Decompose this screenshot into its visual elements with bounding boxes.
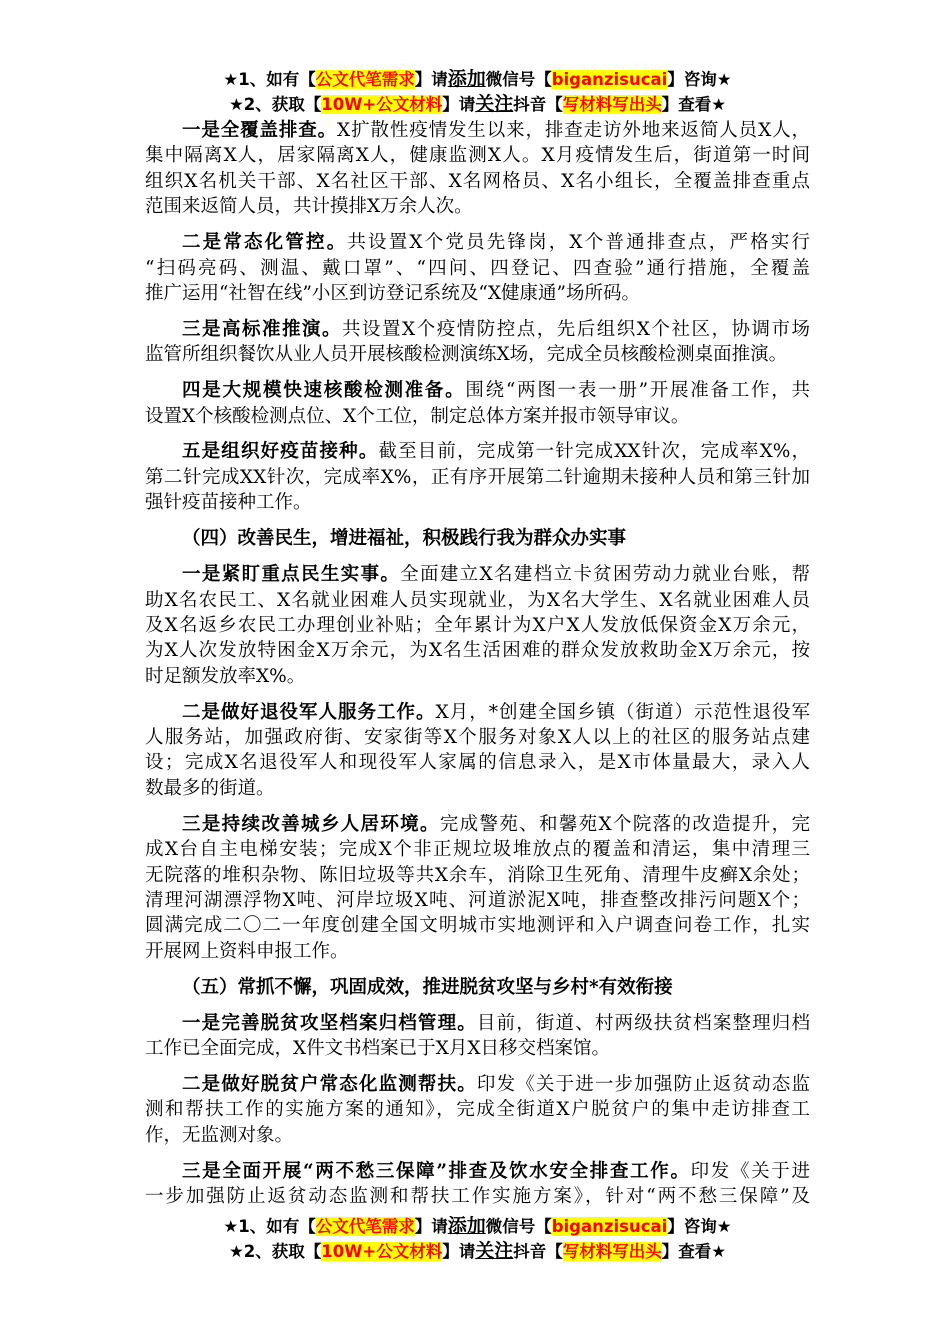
- item-lead: 三是全面开展“两不愁三保障”排查及饮水安全排查工作。: [182, 1160, 691, 1182]
- text-line: [145, 1159, 810, 1184]
- item-high-standard-drill: [145, 317, 810, 368]
- text-line: [145, 230, 810, 255]
- item-lead: 五是组织好疫苗接种。: [182, 441, 379, 463]
- promo-text: 】查看★: [661, 1242, 727, 1261]
- text-line: [145, 812, 810, 837]
- item-lead: 一是全覆盖排查。: [182, 120, 338, 141]
- item-two-worries-three-guarantees: [145, 1159, 810, 1210]
- item-lead: 二是做好退役军人服务工作。: [182, 701, 436, 723]
- item-text: X月，*创建全国乡镇（街道）示范性退役军: [435, 701, 810, 723]
- item-text: 完成警苑、和馨苑X个院落的改造提升，完: [439, 813, 810, 835]
- item-lead: 一是完善脱贫攻坚档案归档管理。: [182, 1012, 477, 1034]
- promo-text: 微信号【: [485, 70, 552, 89]
- promo-text: 抖音【: [513, 1242, 563, 1261]
- text-line: 开展网上资料申报工作。: [145, 940, 349, 962]
- wechat-id-highlight: biganzisucai: [551, 70, 668, 89]
- item-text: 印发《关于进一步加强防止返贫动态监: [476, 1073, 810, 1095]
- item-veterans-service: [145, 700, 810, 802]
- text-line: 集中隔离X人，居家隔离X人，健康监测X人。X月疫情发生后，街道第一时间: [145, 145, 810, 167]
- text-line: [145, 378, 810, 403]
- promo-line-2: [145, 92, 810, 117]
- text-line: 强针疫苗接种工作。: [145, 492, 312, 514]
- text-line: 时足额发放率X%。: [145, 665, 306, 687]
- text-line: 作，无监测对象。: [145, 1124, 294, 1146]
- promo-text: 】请: [442, 1242, 476, 1261]
- promo-text: ★2、获取【: [228, 1242, 322, 1261]
- item-text: 共设置X个党员先锋岗，X个普通排查点，严格实行: [347, 232, 810, 254]
- text-line: 助X名农民工、X名就业困难人员实现就业，为X名大学生、X名就业困难人员: [145, 589, 810, 611]
- ghostwriting-service-highlight: 公文代笔需求: [315, 1217, 415, 1236]
- text-line: 人服务站，加强政府街、安家街等X个服务对象X人以上的社区的服务站点建: [145, 727, 810, 749]
- promo-text: 】请: [442, 95, 476, 114]
- add-emphasis: 添加: [447, 1215, 486, 1237]
- promo-text: ★2、获取【: [228, 95, 322, 114]
- text-line: 监管所组织餐饮从业人员开展核酸检测演练X场，完成全员核酸检测桌面推演。: [145, 344, 788, 366]
- text-line: [145, 118, 810, 143]
- item-lead: 一是紧盯重点民生实事。: [182, 564, 401, 586]
- item-key-livelihood-projects: [145, 562, 810, 689]
- douyin-account-highlight: 写材料写出头: [562, 95, 662, 114]
- promo-line-2: [145, 1239, 810, 1264]
- douyin-account-highlight: 写材料写出头: [562, 1242, 662, 1261]
- promo-text: 】咨询★: [667, 1217, 732, 1236]
- text-line: 数最多的街道。: [145, 777, 275, 799]
- add-emphasis: 添加: [447, 68, 486, 90]
- promo-text: ★1、如有【: [223, 1217, 316, 1236]
- item-normalized-control: [145, 230, 810, 306]
- text-line: 推广运用“社智在线”小区到访登记系统及“X健康通”场所码。: [145, 282, 641, 304]
- promo-text: 】查看★: [661, 95, 727, 114]
- item-full-coverage-screening: [145, 118, 810, 220]
- page-header-promo: [145, 67, 810, 117]
- text-line: 范围来返简人员，共计摸排X万余人次。: [145, 196, 473, 218]
- item-lead: 二是做好脱贫户常态化监测帮扶。: [182, 1073, 477, 1095]
- text-line: 及X名返乡农民工办理创业补贴；全年累计为X户X人发放低保资金X万余元，: [145, 614, 810, 636]
- text-line: 圆满完成二〇二一年度创建全国文明城市实地测评和入户调查问卷工作，扎实: [145, 915, 810, 937]
- text-line: [145, 1011, 810, 1036]
- item-living-environment: [145, 812, 810, 964]
- text-line: 第二针完成XX针次，完成率X%，正有序开展第二针逾期未接种人员和第三针加: [145, 466, 810, 488]
- text-line: [145, 562, 810, 587]
- text-line: 工作已全面完成，X件文书档案已于X月X日移交档案馆。: [145, 1038, 611, 1059]
- promo-text: 】咨询★: [667, 70, 732, 89]
- promo-text: ★1、如有【: [223, 70, 316, 89]
- document-body: [145, 118, 810, 1220]
- promo-line-1: [145, 1214, 810, 1239]
- text-line: 测和帮扶工作的实施方案的通知》，完成全街道X户脱贫户的集中走访排查工: [145, 1099, 810, 1121]
- item-archive-management: [145, 1011, 810, 1062]
- follow-emphasis: 关注: [475, 93, 514, 115]
- item-text: 围绕“两图一表一册”开展准备工作，共: [465, 380, 810, 402]
- text-line: [145, 1072, 810, 1097]
- item-vaccination: [145, 439, 810, 515]
- item-text: 截至目前，完成第一针完成XX针次，完成率X%，: [378, 441, 810, 463]
- item-lead: 三是持续改善城乡人居环境。: [182, 813, 440, 835]
- promo-text: 抖音【: [513, 95, 563, 114]
- item-lead: 三是高标准推演。: [182, 318, 343, 340]
- item-lead: 四是大规模快速核酸检测准备。: [182, 380, 466, 402]
- text-line: [145, 439, 810, 464]
- item-text: 印发《关于进: [690, 1160, 810, 1182]
- page-footer-promo: [145, 1214, 810, 1264]
- promo-text: 微信号【: [485, 1217, 552, 1236]
- follow-emphasis: 关注: [475, 1240, 514, 1262]
- item-lead: 二是常态化管控。: [182, 232, 348, 254]
- section-heading-livelihood: （四）改善民生，增进福祉，积极践行我为群众办实事: [182, 528, 627, 550]
- text-line: 成X台自主电梯安装；完成X个非正规垃圾堆放点的覆盖和清运，集中清理三: [145, 839, 810, 861]
- wechat-id-highlight: biganzisucai: [551, 1217, 668, 1236]
- item-text: 目前，街道、村两级扶贫档案整理归档: [476, 1012, 810, 1034]
- text-line: 无院落的堆积杂物、陈旧垃圾等共X余车，消除卫生死角、清理牛皮癣X余处；: [145, 864, 810, 886]
- section-heading-poverty-alleviation: （五）常抓不懈，巩固成效，推进脱贫攻坚与乡村*有效衔接: [182, 976, 673, 998]
- text-line: [145, 700, 810, 725]
- text-line: 为X人次发放特困金X万余元，为X名生活困难的群众发放救助金X万余元，按: [145, 640, 810, 662]
- promo-text: 】请: [414, 70, 448, 89]
- promo-text: 】请: [414, 1217, 448, 1236]
- item-text: 共设置X个疫情防控点，先后组织X个社区，协调市场: [342, 318, 810, 340]
- text-line: 设；完成X名退役军人和现役军人家属的信息录入，是X市体量最大，录入人: [145, 752, 810, 774]
- materials-offer-highlight: 10W+公文材料: [321, 1242, 443, 1261]
- text-line: [145, 317, 810, 342]
- text-line: “扫码亮码、测温、戴口罩”、“四问、四登记、四查验”通行措施，全覆盖: [145, 257, 810, 279]
- item-monitoring-assistance: [145, 1072, 810, 1148]
- materials-offer-highlight: 10W+公文材料: [321, 95, 443, 114]
- text-line: 组织X名机关干部、X名社区干部、X名网格员、X名小组长，全覆盖排查重点: [145, 170, 810, 192]
- item-text: 全面建立X名建档立卡贫困劳动力就业台账，帮: [400, 564, 810, 586]
- ghostwriting-service-highlight: 公文代笔需求: [315, 70, 415, 89]
- text-line: 设置X个核酸检测点位、X个工位，制定总体方案并报市领导审议。: [145, 405, 690, 427]
- text-line: 清理河湖漂浮物X吨、河岸垃圾X吨、河道淤泥X吨，排查整改排污问题X个；: [145, 889, 810, 911]
- text-line: 一步加强防止返贫动态监测和帮扶工作实施方案》，针对“两不愁三保障”及: [145, 1186, 810, 1208]
- item-text: X扩散性疫情发生以来，排查走访外地来返简人员X人，: [337, 120, 810, 141]
- promo-line-1: [145, 67, 810, 92]
- item-nucleic-acid-test-prep: [145, 378, 810, 429]
